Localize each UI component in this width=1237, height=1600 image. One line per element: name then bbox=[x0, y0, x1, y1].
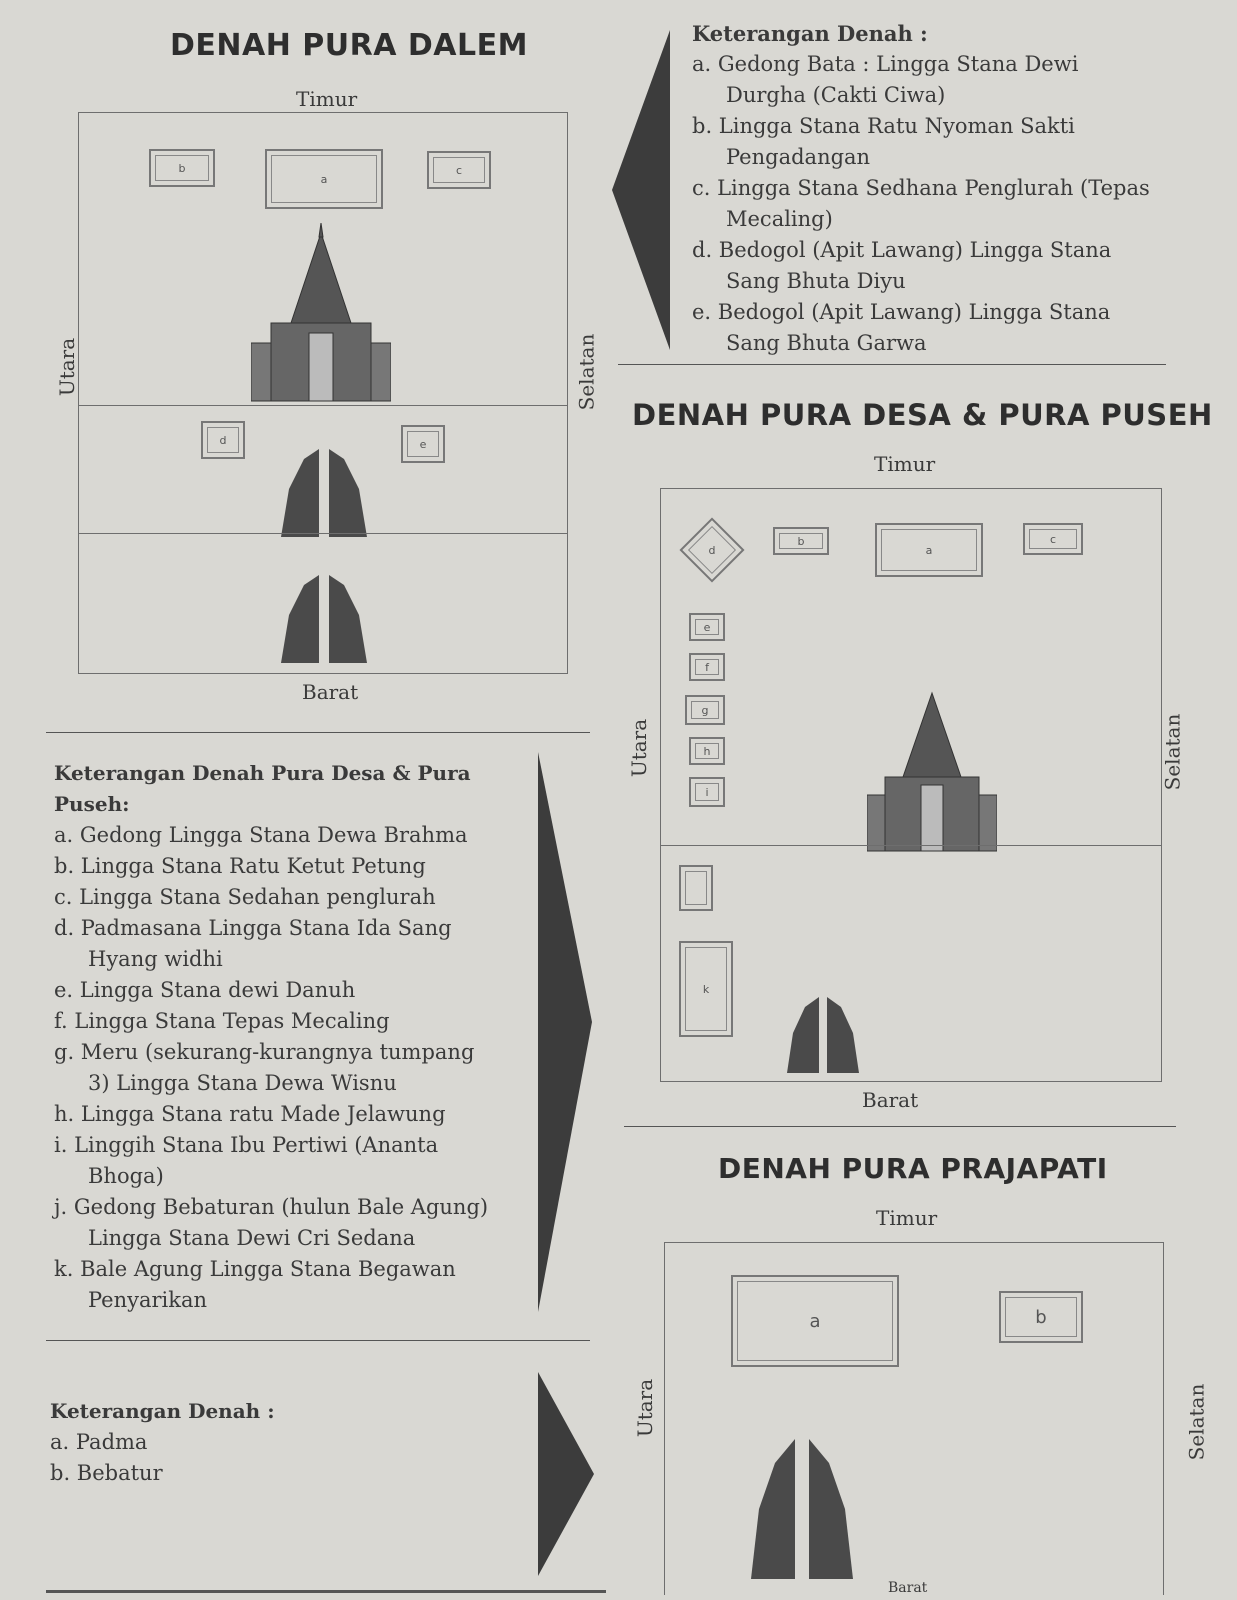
legend-item: e. Lingga Stana dewi Danuh bbox=[54, 978, 356, 1002]
prajapati-pointer-arrow bbox=[538, 1372, 594, 1576]
legend-item: Pengadangan bbox=[726, 145, 871, 169]
prajapati-south-label: Barat bbox=[888, 1580, 928, 1596]
desa-left-label: Utara bbox=[627, 718, 652, 778]
desa-pointer-arrow bbox=[538, 752, 592, 1312]
dalem-gate-icon-2 bbox=[279, 575, 369, 663]
prajapati-box-a: a bbox=[731, 1275, 899, 1367]
dalem-box-d: d bbox=[201, 421, 245, 459]
legend-item: b. Lingga Stana Ratu Nyoman Sakti bbox=[692, 114, 1075, 138]
legend-item: a. Gedong Lingga Stana Dewa Brahma bbox=[54, 823, 468, 847]
desa-box-d: d bbox=[679, 517, 744, 582]
legend-item: d. Padmasana Lingga Stana Ida Sang bbox=[54, 916, 452, 940]
dalem-legend-title: Keterangan Denah : bbox=[692, 21, 928, 46]
desa-title: DENAH PURA DESA & PURA PUSEH bbox=[632, 398, 1213, 432]
dalem-pointer-arrow bbox=[612, 30, 670, 350]
rule-2 bbox=[46, 732, 590, 733]
legend-item: Mecaling) bbox=[726, 207, 833, 231]
prajapati-legend bbox=[50, 1396, 490, 1489]
dalem-box-c: c bbox=[427, 151, 491, 189]
dalem-title: DENAH PURA DALEM bbox=[170, 28, 528, 63]
prajapati-gate-icon bbox=[747, 1439, 857, 1579]
desa-legend-title: Keterangan Denah Pura Desa & Pura Puseh: bbox=[54, 761, 471, 816]
dalem-divider-1 bbox=[79, 405, 567, 406]
prajapati-right-label: Selatan bbox=[1184, 1383, 1209, 1461]
rule-1 bbox=[618, 364, 1166, 365]
desa-box-a: a bbox=[875, 523, 983, 577]
legend-item: Hyang widhi bbox=[88, 947, 223, 971]
prajapati-title: DENAH PURA PRAJAPATI bbox=[718, 1152, 1108, 1185]
legend-item: g. Meru (sekurang-kurangnya tumpang bbox=[54, 1040, 475, 1064]
desa-right-label: Selatan bbox=[1160, 713, 1185, 791]
dalem-divider-2 bbox=[79, 533, 567, 534]
desa-box-f: f bbox=[689, 653, 725, 681]
dalem-left-label: Utara bbox=[55, 337, 80, 397]
dalem-north-label: Timur bbox=[296, 87, 358, 111]
desa-gate-icon bbox=[785, 997, 861, 1073]
legend-item: Penyarikan bbox=[88, 1288, 208, 1312]
desa-plan bbox=[660, 488, 1162, 1082]
legend-item: a. Gedong Bata : Lingga Stana Dewi bbox=[692, 52, 1079, 76]
legend-item: b. Lingga Stana Ratu Ketut Petung bbox=[54, 854, 426, 878]
desa-box-h: h bbox=[689, 737, 725, 765]
desa-box-g: g bbox=[685, 695, 725, 725]
legend-item: 3) Lingga Stana Dewa Wisnu bbox=[88, 1071, 397, 1095]
legend-item: k. Bale Agung Lingga Stana Begawan bbox=[54, 1257, 456, 1281]
legend-item: c. Lingga Stana Sedhana Penglurah (Tepas bbox=[692, 176, 1150, 200]
desa-box-b: b bbox=[773, 527, 829, 555]
dalem-gate-icon-1 bbox=[279, 449, 369, 537]
legend-item: h. Lingga Stana ratu Made Jelawung bbox=[54, 1102, 446, 1126]
desa-box-i: i bbox=[689, 777, 725, 807]
legend-item: i. Linggih Stana Ibu Pertiwi (Ananta bbox=[54, 1133, 439, 1157]
desa-north-label: Timur bbox=[874, 452, 936, 476]
desa-box-c: c bbox=[1023, 523, 1083, 555]
legend-item: f. Lingga Stana Tepas Mecaling bbox=[54, 1009, 390, 1033]
desa-divider bbox=[661, 845, 1161, 846]
legend-item: a. Padma bbox=[50, 1430, 148, 1454]
legend-item: b. Bebatur bbox=[50, 1461, 163, 1485]
dalem-box-e: e bbox=[401, 425, 445, 463]
desa-box-k: k bbox=[679, 941, 733, 1037]
rule-4 bbox=[46, 1340, 590, 1341]
legend-item: Sang Bhuta Garwa bbox=[726, 331, 927, 355]
dalem-right-label: Selatan bbox=[574, 333, 599, 411]
legend-item: e. Bedogol (Apit Lawang) Lingga Stana bbox=[692, 300, 1111, 324]
desa-south-label: Barat bbox=[862, 1088, 919, 1112]
dalem-plan bbox=[78, 112, 568, 674]
prajapati-north-label: Timur bbox=[876, 1206, 938, 1230]
legend-item: c. Lingga Stana Sedahan penglurah bbox=[54, 885, 436, 909]
prajapati-left-label: Utara bbox=[633, 1378, 658, 1438]
desa-box-j bbox=[679, 865, 713, 911]
dalem-box-b: b bbox=[149, 149, 215, 187]
legend-item: d. Bedogol (Apit Lawang) Lingga Stana bbox=[692, 238, 1112, 262]
desa-temple-icon bbox=[867, 685, 997, 853]
prajapati-box-b: b bbox=[999, 1291, 1083, 1343]
desa-box-e: e bbox=[689, 613, 725, 641]
legend-item: Lingga Stana Dewi Cri Sedana bbox=[88, 1226, 416, 1250]
prajapati-legend-title: Keterangan Denah : bbox=[50, 1399, 275, 1423]
legend-item: j. Gedong Bebaturan (hulun Bale Agung) bbox=[54, 1195, 489, 1219]
prajapati-plan bbox=[664, 1242, 1164, 1595]
rule-5 bbox=[46, 1590, 606, 1593]
legend-item: Durgha (Cakti Ciwa) bbox=[726, 83, 946, 107]
desa-legend bbox=[54, 758, 534, 1316]
legend-item: Sang Bhuta Diyu bbox=[726, 269, 906, 293]
dalem-temple-icon bbox=[251, 223, 391, 403]
legend-item: Bhoga) bbox=[88, 1164, 164, 1188]
rule-3 bbox=[624, 1126, 1176, 1127]
dalem-box-a: a bbox=[265, 149, 383, 209]
dalem-legend bbox=[692, 18, 1172, 359]
dalem-south-label: Barat bbox=[302, 680, 359, 704]
